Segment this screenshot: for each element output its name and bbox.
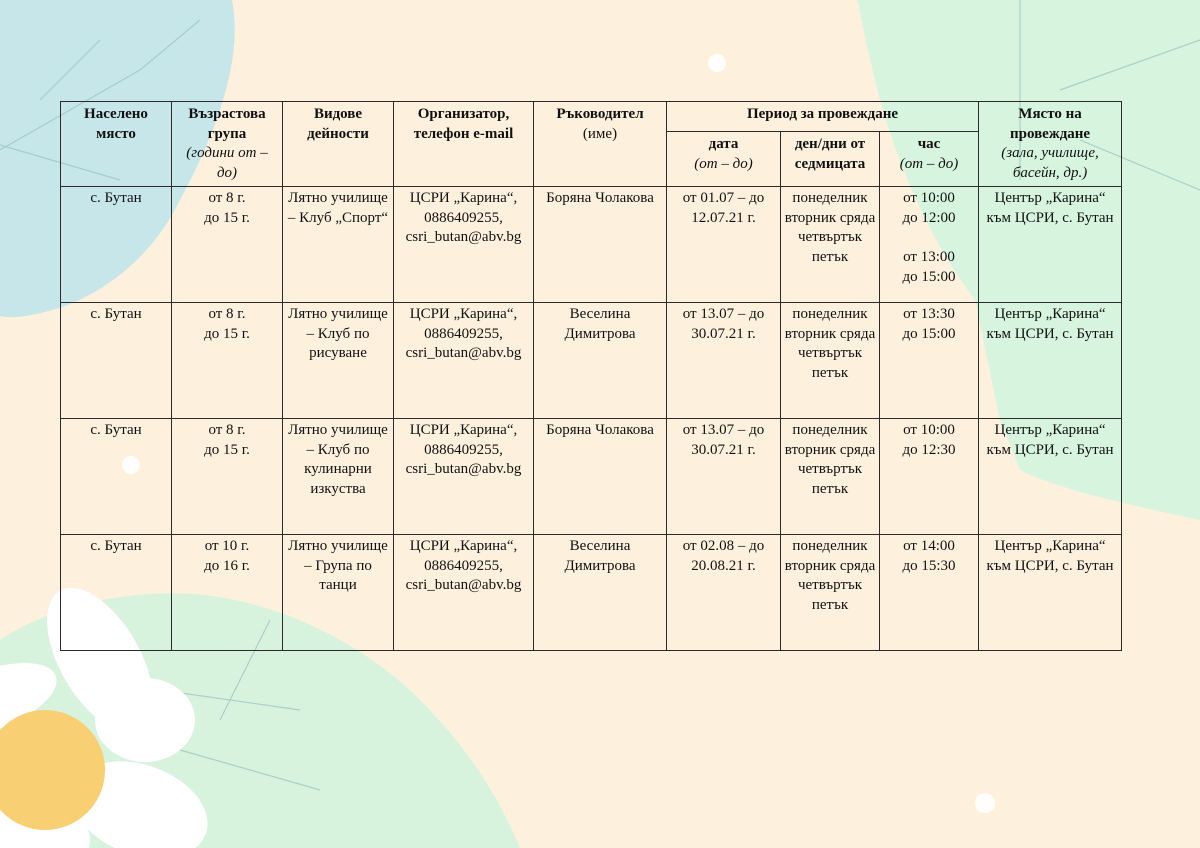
cell-venue: Център „Карина“ към ЦСРИ, с. Бутан (979, 187, 1122, 303)
cell-activity: Лятно училище – Клуб по кулинарни изкуства (283, 419, 394, 535)
schedule-table (60, 101, 1122, 651)
cell-settlement: с. Бутан (61, 187, 172, 303)
header-date-note: (от – до) (694, 155, 753, 172)
header-age-group-note: (години от – до) (186, 145, 268, 182)
cell-date: от 13.07 – до 30.07.21 г. (667, 303, 781, 419)
time-text-second: от 13:00 до 15:00 (902, 249, 956, 285)
cell-leader: Веселина Димитрова (534, 535, 667, 651)
header-venue-label: Място на провеждане (1009, 106, 1091, 142)
header-activities: Видове дейности (283, 102, 394, 187)
header-date-label: дата (708, 136, 739, 152)
cell-activity: Лятно училище – Клуб „Спорт“ (283, 187, 394, 303)
cell-age (172, 303, 283, 419)
cell-weekdays: понеделник вторник сряда четвъртък петък (781, 419, 880, 535)
header-organizer: Организатор, телефон e-mail (394, 102, 534, 187)
header-venue-note: (зала, училище, басейн, др.) (1001, 145, 1099, 182)
header-leader-note: (име) (582, 125, 618, 142)
table-row (61, 419, 1122, 535)
cell-age (172, 187, 283, 303)
header-age-group (172, 102, 283, 187)
cell-leader: Боряна Чолакова (534, 187, 667, 303)
header-row (61, 102, 1122, 132)
header-leader-label: Ръководител (556, 106, 644, 122)
header-hour-label: час (917, 136, 941, 152)
cell-venue: Център „Карина“ към ЦСРИ, с. Бутан (979, 419, 1122, 535)
age-text: от 8 г. до 15 г. (204, 422, 250, 458)
cell-organizer: ЦСРИ „Карина“, 0886409255, csri_butan@abv.bg (394, 535, 534, 651)
cell-date: от 13.07 – до 30.07.21 г. (667, 419, 781, 535)
time-text: от 10:00 до 12:30 (902, 422, 956, 458)
time-text: от 14:00 до 15:30 (902, 538, 956, 574)
cell-time (880, 535, 979, 651)
cell-time (880, 303, 979, 419)
cell-age (172, 419, 283, 535)
table-row (61, 535, 1122, 651)
header-age-group-label: Възрастова група (188, 106, 266, 142)
cell-date: от 01.07 – до 12.07.21 г. (667, 187, 781, 303)
header-weekdays: ден/дни от седмицата (781, 132, 880, 187)
cell-organizer: ЦСРИ „Карина“, 0886409255, csri_butan@abv.bg (394, 187, 534, 303)
cell-settlement: с. Бутан (61, 419, 172, 535)
cell-organizer: ЦСРИ „Карина“, 0886409255, csri_butan@abv.bg (394, 303, 534, 419)
time-text: от 10:00 до 12:00 (902, 190, 956, 226)
header-period: Период за провеждане (667, 102, 979, 132)
cell-weekdays: понеделник вторник сряда четвъртък петък (781, 535, 880, 651)
age-text: от 8 г. до 15 г. (204, 190, 250, 226)
cell-weekdays: понеделник вторник сряда четвъртък петък (781, 187, 880, 303)
cell-venue: Център „Карина“ към ЦСРИ, с. Бутан (979, 303, 1122, 419)
cell-time (880, 187, 979, 303)
cell-age (172, 535, 283, 651)
time-text: от 13:30 до 15:00 (902, 306, 956, 342)
cell-venue: Център „Карина“ към ЦСРИ, с. Бутан (979, 535, 1122, 651)
cell-organizer: ЦСРИ „Карина“, 0886409255, csri_butan@abv.bg (394, 419, 534, 535)
cell-activity: Лятно училище – Клуб по рисуване (283, 303, 394, 419)
cell-leader: Боряна Чолакова (534, 419, 667, 535)
header-settlement: Населено място (61, 102, 172, 187)
table-row (61, 303, 1122, 419)
cell-settlement: с. Бутан (61, 303, 172, 419)
cell-time (880, 419, 979, 535)
cell-weekdays: понеделник вторник сряда четвъртък петък (781, 303, 880, 419)
cell-leader: Веселина Димитрова (534, 303, 667, 419)
header-hour-note: (от – до) (899, 155, 959, 172)
cell-activity: Лятно училище – Група по танци (283, 535, 394, 651)
age-text: от 10 г. до 16 г. (204, 538, 250, 574)
header-date (667, 132, 781, 187)
age-text: от 8 г. до 15 г. (204, 306, 250, 342)
header-hour (880, 132, 979, 187)
cell-date: от 02.08 – до 20.08.21 г. (667, 535, 781, 651)
table-row (61, 187, 1122, 303)
header-venue (979, 102, 1122, 187)
cell-settlement: с. Бутан (61, 535, 172, 651)
header-leader (534, 102, 667, 187)
